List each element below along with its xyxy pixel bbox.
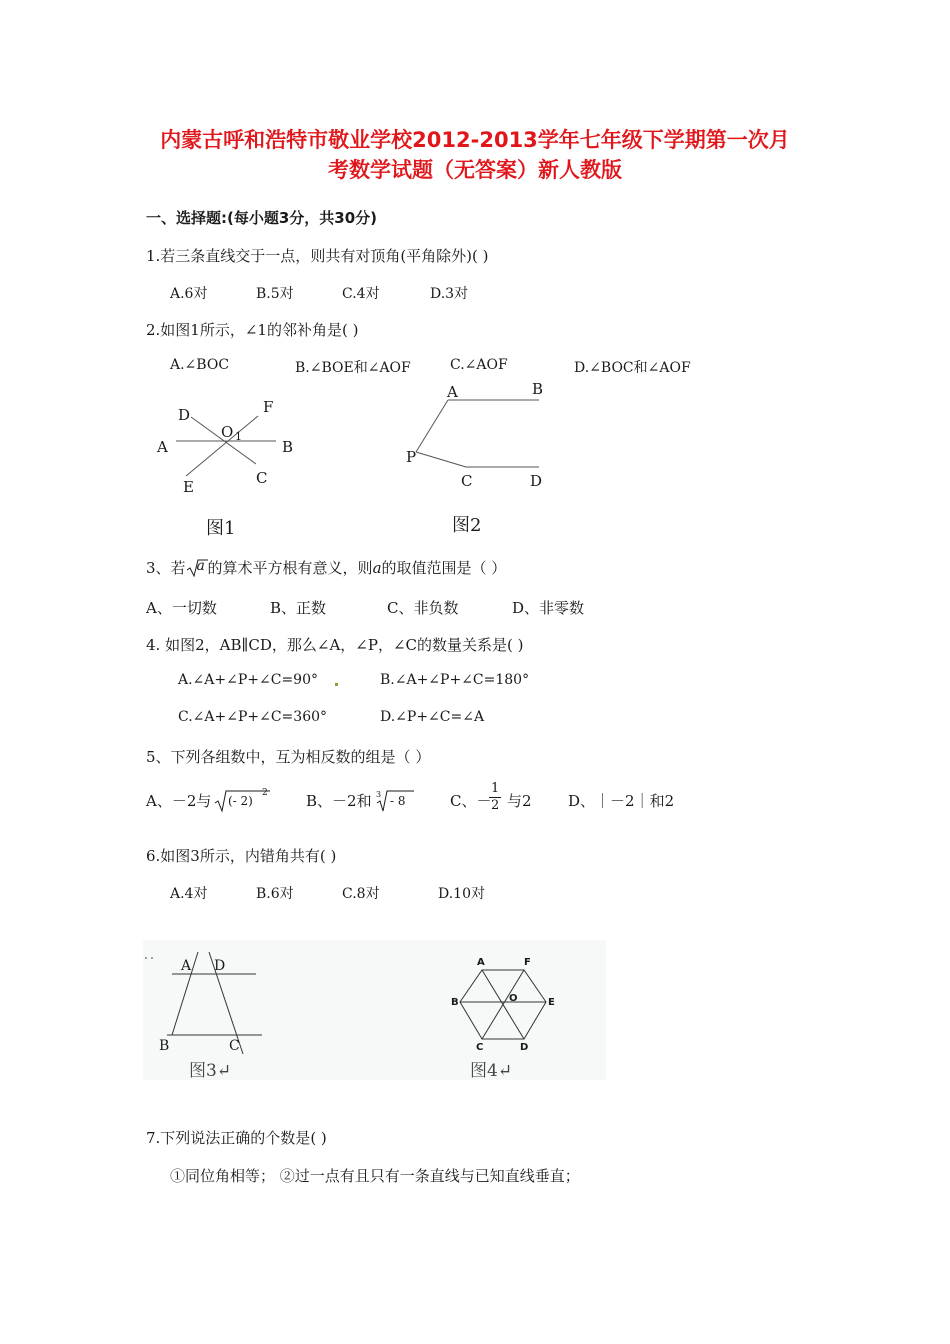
question-6-option-a: A.4对: [170, 886, 208, 902]
figure-1-caption: 图1: [206, 518, 236, 539]
figure-4-label-o: O: [509, 993, 518, 1004]
question-5-option-b-index: 3: [376, 790, 382, 799]
figure-1-label-b: B: [282, 438, 294, 456]
question-3-option-a: A、一切数: [146, 599, 217, 617]
question-3-variable: a: [372, 559, 382, 577]
question-2-option-a: A.∠BOC: [170, 357, 230, 373]
question-5-option-a-exponent: 2: [262, 788, 268, 798]
question-2-option-b: B.∠BOE和∠AOF: [295, 360, 411, 376]
figure-3-label-a: A: [181, 958, 192, 974]
question-5-option-b: B、－2和: [306, 792, 372, 810]
figure-3-label-b: B: [159, 1038, 170, 1054]
question-2-option-d: D.∠BOC和∠AOF: [574, 360, 691, 376]
question-6-option-b: B.6对: [256, 886, 294, 902]
question-1-option-c: C.4对: [342, 286, 380, 302]
figure-1-label-a: A: [157, 438, 168, 456]
figure-4-caption: 图4↵: [470, 1061, 513, 1081]
question-5-option-d: D、｜－2｜和2: [568, 792, 675, 810]
figure-3-caption: 图3↵: [189, 1061, 232, 1081]
question-6-option-c: C.8对: [342, 886, 380, 902]
figure-2-label-c: C: [461, 472, 473, 490]
question-4-option-c: C.∠A+∠P+∠C=360°: [178, 709, 328, 725]
figure-3-label-c: C: [229, 1038, 240, 1054]
question-6-stem: 6.如图3所示，内错角共有( ): [146, 847, 337, 865]
question-5-option-b-radicand: - 8: [390, 794, 406, 808]
question-1-stem: 1.若三条直线交于一点，则共有对顶角(平角除外)( ): [146, 247, 489, 265]
question-3-prefix: 3、若: [146, 559, 186, 577]
question-5-option-c-prefix: C、－: [450, 792, 492, 810]
figure-4-label-d: D: [520, 1042, 529, 1053]
figure-2-label-p: P: [406, 448, 417, 466]
figure-4-label-c: C: [476, 1042, 484, 1053]
figure-1-label-c: C: [256, 469, 268, 487]
question-5-stem: 5、下列各组数中，互为相反数的组是（ ）: [146, 748, 431, 766]
figure-2-label-a: A: [447, 383, 458, 401]
figure-1-label-1: 1: [235, 430, 242, 443]
figure-1-label-e: E: [183, 478, 194, 496]
question-7-stem: 7.下列说法正确的个数是( ): [146, 1129, 327, 1147]
question-4-option-b: B.∠A+∠P+∠C=180°: [380, 672, 530, 688]
section-heading: 一、选择题:(每小题3分，共30分): [146, 209, 378, 227]
figure-2-caption: 图2: [452, 515, 482, 536]
question-3-radicand: a: [196, 558, 205, 574]
question-5-option-a-radicand: (- 2): [228, 794, 253, 808]
question-2-option-c: C.∠AOF: [450, 357, 508, 373]
question-3-suffix: 的取值范围是（ ）: [381, 559, 507, 577]
figure-4-label-e: E: [548, 997, 555, 1008]
question-2-stem: 2.如图1所示，∠1的邻补角是( ): [146, 321, 359, 339]
doc-title-line2: 考数学试题（无答案）新人教版: [328, 158, 622, 182]
question-3-option-d: D、非零数: [512, 599, 585, 617]
question-4-option-a: A.∠A+∠P+∠C=90°: [178, 672, 318, 688]
fraction-numerator: 1: [491, 781, 500, 796]
question-3-middle: 的算术平方根有意义，则: [207, 559, 373, 577]
question-5-option-a-prefix: A、－2与: [146, 792, 212, 810]
figure-4-label-a: A: [477, 957, 485, 968]
doc-title-line1: 内蒙古呼和浩特市敬业学校2012-2013学年七年级下学期第一次月: [160, 128, 790, 152]
question-1-option-a: A.6对: [170, 286, 208, 302]
question-7-statements-line1: ①同位角相等； ②过一点有且只有一条直线与已知直线垂直；: [170, 1167, 580, 1185]
question-1-option-d: D.3对: [430, 286, 469, 302]
figure-4-label-b: B: [451, 997, 459, 1008]
question-6-option-d: D.10对: [438, 886, 485, 902]
question-3-option-c: C、非负数: [387, 599, 459, 617]
figure-1-label-d: D: [178, 406, 191, 424]
question-1-option-b: B.5对: [256, 286, 294, 302]
question-5-option-c-suffix: 与2: [507, 792, 532, 810]
figure-1-label-f: F: [263, 398, 274, 416]
question-3-option-b: B、正数: [270, 599, 327, 617]
figure-2-label-d: D: [530, 472, 543, 490]
fraction-denominator: 2: [491, 798, 500, 813]
figure-3-label-d: D: [214, 958, 226, 974]
figure-2-label-b: B: [532, 380, 544, 398]
question-4-stem: 4. 如图2，AB∥CD，那么∠A，∠P，∠C的数量关系是( ): [146, 636, 524, 654]
figure-1-label-o: O: [221, 423, 234, 441]
question-4-option-d: D.∠P+∠C=∠A: [380, 709, 485, 725]
figure-4-label-f: F: [524, 957, 531, 968]
